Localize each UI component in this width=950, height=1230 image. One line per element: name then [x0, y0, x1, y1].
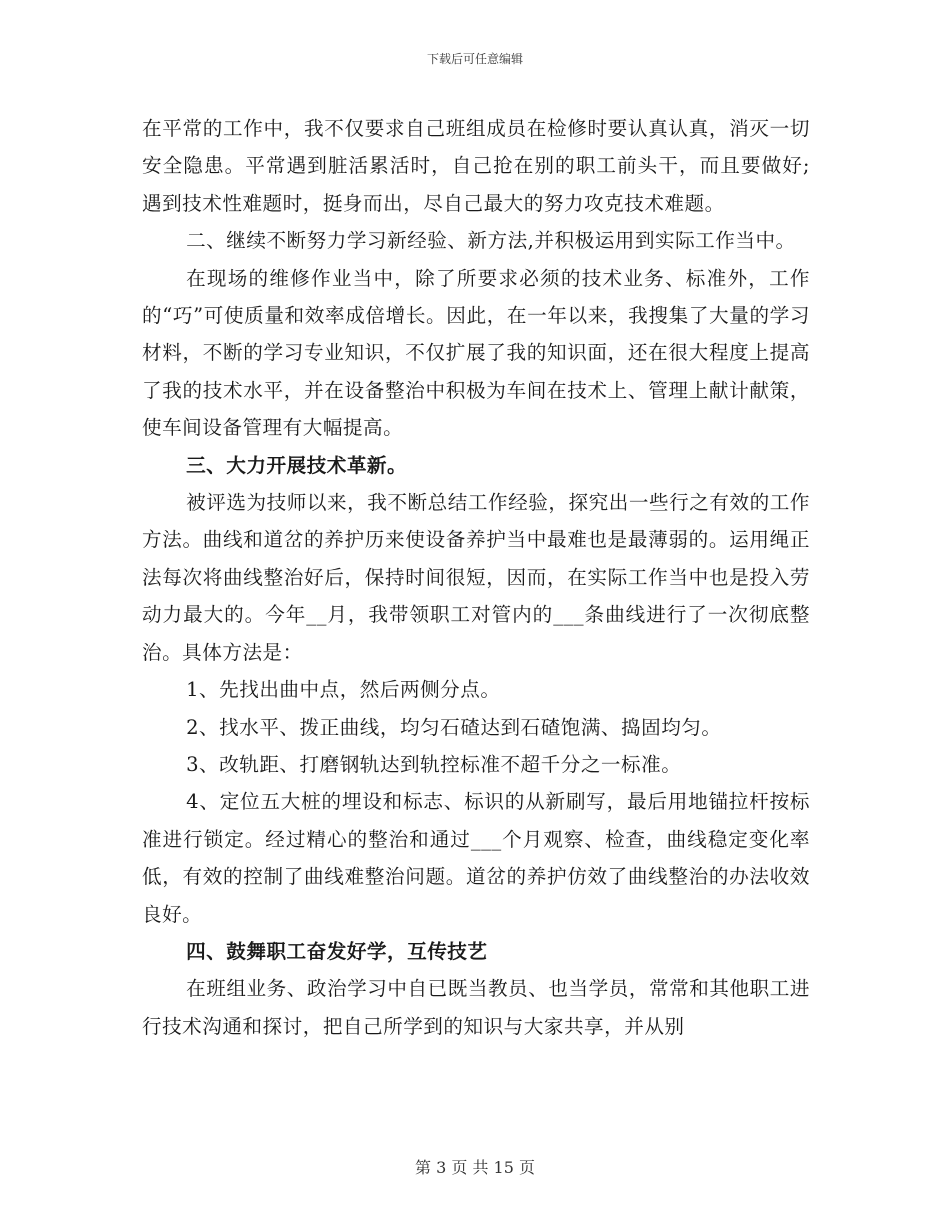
list-item-1: 1、先找出曲中点，然后两侧分点。	[186, 678, 501, 702]
paragraph-team-learning: 在班组业务、政治学习中自已既当教员、也当学员，常常和其他职工进行技术沟通和探讨，把自己所学到的知识与大家共享，并从别	[142, 977, 810, 1038]
page-number: 第 3 页 共 15 页	[415, 1158, 535, 1177]
page-header-note: 下载后可任意编辑	[426, 52, 523, 66]
paragraph-inspection-safety: 在平常的工作中，我不仅要求自己班组成员在检修时要认真认真，消灭一切安全隐患。平常遇到脏活累活时，自己抢在别的职工前头干，而且要做好;遇到技术性难题时，挺身而出，尽自己最大的努力攻克技术难题。	[142, 117, 810, 215]
section-heading-4: 四、鼓舞职工奋发好学，互传技艺	[186, 939, 488, 963]
paragraph-learning-materials: 在现场的维修作业当中，除了所要求必须的技术业务、标准外，工作的“巧”可使质量和效率成倍增长。因此，在一年以来，我搜集了大量的学习材料，不断的学习专业知识，不仅扩展了我的知识面，还在很大程度上提高了我的技术水平，并在设备整治中积极为车间在技术上、管理上献计献策，使车间设备管理有大幅提高。	[142, 266, 810, 440]
list-item-3: 3、改轨距、打磨钢轨达到轨控标准不超千分之一标准。	[186, 752, 682, 776]
section-heading-2: 二、继续不断努力学习新经验、新方法,并积极运用到实际工作当中。	[186, 229, 796, 253]
paragraph-technical-innovation: 被评选为技师以来，我不断总结工作经验，探究出一些行之有效的工作方法。曲线和道岔的养护历来使设备养护当中最难也是最薄弱的。运用绳正法每次将曲线整治好后，保持时间很短，因而，在实际工作当中也是投入劳动力最大的。今年__月，我带领职工对管内的___条曲线进行了一次彻底整治。具体方法是：	[142, 491, 810, 664]
section-heading-3: 三、大力开展技术革新。	[186, 453, 408, 477]
document-body	[142, 110, 810, 1045]
list-item-4: 4、定位五大桩的埋设和标志、标识的从新刷写，最后用地锚拉杆按标准进行锁定。经过精心的整治和通过___个月观察、检查，曲线稳定变化率低，有效的控制了曲线难整治问题。道岔的养护仿效了曲线整治的办法收效良好。	[142, 790, 810, 926]
list-item-2: 2、找水平、拨正曲线，均匀石碴达到石碴饱满、捣固均匀。	[186, 715, 722, 739]
